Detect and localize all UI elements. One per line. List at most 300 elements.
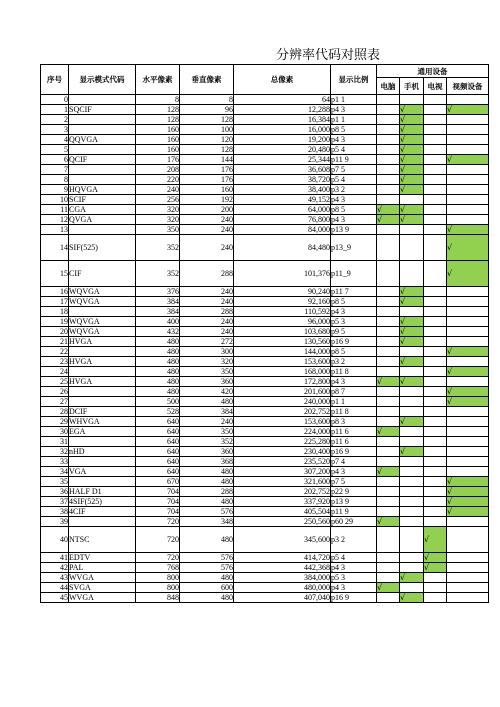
cell-mode bbox=[69, 457, 136, 467]
cell-mode bbox=[69, 165, 136, 175]
cell-tv-check bbox=[424, 507, 447, 517]
cell-index: 21 bbox=[41, 337, 69, 347]
cell-phone-check bbox=[400, 347, 424, 357]
cell-total: 92,160 bbox=[234, 297, 331, 307]
cell-phone-check bbox=[400, 563, 424, 573]
cell-pc-check bbox=[377, 225, 400, 235]
cell-horizontal: 160 bbox=[136, 125, 180, 135]
cell-index: 2 bbox=[41, 115, 69, 125]
cell-mode: 4SIF(525) bbox=[69, 497, 136, 507]
cell-horizontal: 704 bbox=[136, 497, 180, 507]
cell-phone-check bbox=[400, 457, 424, 467]
cell-pc-check bbox=[377, 261, 400, 287]
cell-video-check: √ bbox=[447, 225, 489, 235]
cell-phone-check bbox=[400, 487, 424, 497]
cell-phone-check bbox=[400, 467, 424, 477]
cell-mode bbox=[69, 225, 136, 235]
table-row bbox=[41, 417, 489, 427]
cell-mode: WQVGA bbox=[69, 327, 136, 337]
cell-pc-check bbox=[377, 165, 400, 175]
cell-mode: SQCIF bbox=[69, 105, 136, 115]
cell-phone-check: √ bbox=[400, 573, 424, 583]
cell-vertical: 272 bbox=[180, 337, 234, 347]
table-row bbox=[41, 307, 489, 317]
cell-video-check: √ bbox=[447, 497, 489, 507]
cell-mode: QCIF bbox=[69, 155, 136, 165]
cell-ratio: p8 3 bbox=[331, 417, 377, 427]
cell-ratio: p4 3 bbox=[331, 195, 377, 205]
cell-horizontal: 720 bbox=[136, 527, 180, 553]
cell-pc-check bbox=[377, 317, 400, 327]
cell-ratio: p3 2 bbox=[331, 527, 377, 553]
cell-total: 250,560 bbox=[234, 517, 331, 527]
cell-index: 5 bbox=[41, 145, 69, 155]
cell-horizontal: 480 bbox=[136, 387, 180, 397]
cell-horizontal: 480 bbox=[136, 377, 180, 387]
cell-vertical: 120 bbox=[180, 135, 234, 145]
cell-ratio: p3 2 bbox=[331, 357, 377, 367]
cell-tv-check bbox=[424, 155, 447, 165]
cell-horizontal: 176 bbox=[136, 155, 180, 165]
cell-tv-check bbox=[424, 105, 447, 115]
cell-pc-check bbox=[377, 347, 400, 357]
cell-vertical: 240 bbox=[180, 327, 234, 337]
cell-index: 10 bbox=[41, 195, 69, 205]
cell-index: 41 bbox=[41, 553, 69, 563]
cell-phone-check: √ bbox=[400, 417, 424, 427]
cell-vertical: 128 bbox=[180, 115, 234, 125]
cell-video-check: √ bbox=[447, 367, 489, 377]
cell-ratio: p8 5 bbox=[331, 347, 377, 357]
table-row bbox=[41, 327, 489, 337]
cell-mode: WQVGA bbox=[69, 317, 136, 327]
cell-phone-check bbox=[400, 553, 424, 563]
page-title-container bbox=[0, 44, 500, 64]
cell-ratio: p1 1 bbox=[331, 95, 377, 105]
cell-mode bbox=[69, 95, 136, 105]
cell-total: 19,200 bbox=[234, 135, 331, 145]
cell-mode: EGA bbox=[69, 427, 136, 437]
cell-ratio: p1 1 bbox=[331, 397, 377, 407]
cell-video-check bbox=[447, 115, 489, 125]
cell-total: 20,480 bbox=[234, 145, 331, 155]
cell-horizontal: 208 bbox=[136, 165, 180, 175]
cell-video-check bbox=[447, 125, 489, 135]
cell-ratio: p5 4 bbox=[331, 145, 377, 155]
cell-video-check bbox=[447, 357, 489, 367]
cell-pc-check bbox=[377, 195, 400, 205]
cell-vertical: 176 bbox=[180, 175, 234, 185]
cell-ratio: p8 5 bbox=[331, 297, 377, 307]
cell-pc-check bbox=[377, 573, 400, 583]
cell-ratio: p7 5 bbox=[331, 477, 377, 487]
cell-pc-check: √ bbox=[377, 583, 400, 593]
cell-total: 38,720 bbox=[234, 175, 331, 185]
cell-ratio: p7 5 bbox=[331, 165, 377, 175]
cell-horizontal: 128 bbox=[136, 105, 180, 115]
cell-phone-check: √ bbox=[400, 115, 424, 125]
table-row bbox=[41, 427, 489, 437]
cell-video-check: √ bbox=[447, 387, 489, 397]
cell-phone-check bbox=[400, 95, 424, 105]
table-row bbox=[41, 125, 489, 135]
table-row bbox=[41, 527, 489, 553]
cell-video-check bbox=[447, 427, 489, 437]
cell-horizontal: 350 bbox=[136, 225, 180, 235]
cell-phone-check bbox=[400, 507, 424, 517]
cell-index: 35 bbox=[41, 477, 69, 487]
cell-horizontal: 500 bbox=[136, 397, 180, 407]
cell-tv-check bbox=[424, 583, 447, 593]
cell-index: 12 bbox=[41, 215, 69, 225]
cell-vertical: 480 bbox=[180, 497, 234, 507]
cell-video-check bbox=[447, 135, 489, 145]
cell-phone-check bbox=[400, 225, 424, 235]
cell-index: 45 bbox=[41, 593, 69, 603]
cell-tv-check: √ bbox=[424, 527, 447, 553]
cell-tv-check bbox=[424, 261, 447, 287]
cell-total: 25,344 bbox=[234, 155, 331, 165]
cell-pc-check bbox=[377, 497, 400, 507]
cell-video-check bbox=[447, 377, 489, 387]
cell-index: 13 bbox=[41, 225, 69, 235]
cell-vertical: 350 bbox=[180, 367, 234, 377]
cell-pc-check bbox=[377, 185, 400, 195]
cell-index: 6 bbox=[41, 155, 69, 165]
cell-index: 4 bbox=[41, 135, 69, 145]
cell-tv-check bbox=[424, 497, 447, 507]
cell-horizontal: 160 bbox=[136, 135, 180, 145]
cell-horizontal: 432 bbox=[136, 327, 180, 337]
cell-vertical: 420 bbox=[180, 387, 234, 397]
cell-tv-check bbox=[424, 317, 447, 327]
cell-phone-check: √ bbox=[400, 155, 424, 165]
cell-pc-check bbox=[377, 297, 400, 307]
cell-horizontal: 376 bbox=[136, 287, 180, 297]
cell-pc-check bbox=[377, 235, 400, 261]
cell-tv-check bbox=[424, 487, 447, 497]
cell-pc-check bbox=[377, 337, 400, 347]
cell-ratio: p4 3 bbox=[331, 467, 377, 477]
cell-total: 130,560 bbox=[234, 337, 331, 347]
cell-ratio: p9 5 bbox=[331, 327, 377, 337]
cell-index: 9 bbox=[41, 185, 69, 195]
cell-ratio: p13_9 bbox=[331, 235, 377, 261]
cell-index: 32 bbox=[41, 447, 69, 457]
cell-mode: HQVGA bbox=[69, 185, 136, 195]
cell-horizontal: 670 bbox=[136, 477, 180, 487]
cell-ratio: p4 3 bbox=[331, 307, 377, 317]
table-row bbox=[41, 467, 489, 477]
cell-video-check bbox=[447, 165, 489, 175]
cell-total: 16,384 bbox=[234, 115, 331, 125]
cell-tv-check bbox=[424, 367, 447, 377]
table-row bbox=[41, 215, 489, 225]
table-row bbox=[41, 287, 489, 297]
cell-index: 14 bbox=[41, 235, 69, 261]
table-row bbox=[41, 195, 489, 205]
cell-video-check: √ bbox=[447, 507, 489, 517]
cell-video-check bbox=[447, 527, 489, 553]
cell-phone-check: √ bbox=[400, 377, 424, 387]
cell-phone-check bbox=[400, 387, 424, 397]
cell-vertical: 240 bbox=[180, 297, 234, 307]
cell-pc-check: √ bbox=[377, 427, 400, 437]
cell-vertical: 480 bbox=[180, 593, 234, 603]
cell-pc-check bbox=[377, 417, 400, 427]
cell-video-check: √ bbox=[447, 397, 489, 407]
table-row bbox=[41, 95, 489, 105]
table-row bbox=[41, 155, 489, 165]
cell-tv-check bbox=[424, 235, 447, 261]
cell-total: 230,400 bbox=[234, 447, 331, 457]
cell-phone-check: √ bbox=[400, 165, 424, 175]
cell-horizontal: 352 bbox=[136, 261, 180, 287]
cell-index: 15 bbox=[41, 261, 69, 287]
cell-mode bbox=[69, 397, 136, 407]
table-row bbox=[41, 477, 489, 487]
cell-horizontal: 528 bbox=[136, 407, 180, 417]
cell-phone-check: √ bbox=[400, 317, 424, 327]
header-usage-group: 通用设备 bbox=[377, 65, 489, 78]
table-row bbox=[41, 185, 489, 195]
cell-horizontal: 640 bbox=[136, 467, 180, 477]
cell-tv-check bbox=[424, 347, 447, 357]
cell-total: 76,800 bbox=[234, 215, 331, 225]
cell-phone-check: √ bbox=[400, 135, 424, 145]
cell-horizontal: 640 bbox=[136, 447, 180, 457]
cell-vertical: 160 bbox=[180, 185, 234, 195]
cell-ratio: p4 3 bbox=[331, 583, 377, 593]
cell-tv-check bbox=[424, 387, 447, 397]
cell-pc-check bbox=[377, 563, 400, 573]
cell-pc-check: √ bbox=[377, 517, 400, 527]
cell-mode bbox=[69, 175, 136, 185]
cell-phone-check bbox=[400, 437, 424, 447]
cell-ratio: p11 6 bbox=[331, 437, 377, 447]
cell-total: 84,000 bbox=[234, 225, 331, 235]
cell-vertical: 576 bbox=[180, 563, 234, 573]
cell-ratio: p13 9 bbox=[331, 225, 377, 235]
cell-index: 33 bbox=[41, 457, 69, 467]
cell-phone-check: √ bbox=[400, 287, 424, 297]
cell-video-check bbox=[447, 407, 489, 417]
cell-video-check bbox=[447, 185, 489, 195]
cell-horizontal: 220 bbox=[136, 175, 180, 185]
cell-pc-check bbox=[377, 327, 400, 337]
cell-phone-check bbox=[400, 427, 424, 437]
cell-index: 26 bbox=[41, 387, 69, 397]
cell-index: 28 bbox=[41, 407, 69, 417]
cell-vertical: 288 bbox=[180, 307, 234, 317]
cell-total: 103,680 bbox=[234, 327, 331, 337]
cell-total: 64,000 bbox=[234, 205, 331, 215]
cell-video-check bbox=[447, 563, 489, 573]
cell-tv-check bbox=[424, 327, 447, 337]
cell-horizontal: 640 bbox=[136, 427, 180, 437]
cell-index: 24 bbox=[41, 367, 69, 377]
table-row bbox=[41, 357, 489, 367]
header-phone: 手机 bbox=[400, 78, 424, 95]
cell-ratio: p3 2 bbox=[331, 185, 377, 195]
cell-tv-check bbox=[424, 337, 447, 347]
cell-video-check bbox=[447, 337, 489, 347]
cell-pc-check bbox=[377, 125, 400, 135]
cell-ratio: p5 3 bbox=[331, 573, 377, 583]
cell-horizontal: 640 bbox=[136, 437, 180, 447]
cell-tv-check bbox=[424, 225, 447, 235]
cell-video-check: √ bbox=[447, 347, 489, 357]
cell-ratio: p1 1 bbox=[331, 115, 377, 125]
cell-total: 321,600 bbox=[234, 477, 331, 487]
cell-tv-check bbox=[424, 517, 447, 527]
cell-pc-check bbox=[377, 155, 400, 165]
cell-tv-check bbox=[424, 437, 447, 447]
cell-mode: SVGA bbox=[69, 583, 136, 593]
cell-video-check bbox=[447, 327, 489, 337]
cell-vertical: 200 bbox=[180, 205, 234, 215]
cell-mode: VGA bbox=[69, 467, 136, 477]
cell-total: 144,000 bbox=[234, 347, 331, 357]
table-row bbox=[41, 175, 489, 185]
cell-pc-check bbox=[377, 437, 400, 447]
cell-tv-check bbox=[424, 357, 447, 367]
cell-index: 0 bbox=[41, 95, 69, 105]
cell-vertical: 576 bbox=[180, 507, 234, 517]
cell-mode: NTSC bbox=[69, 527, 136, 553]
cell-pc-check: √ bbox=[377, 215, 400, 225]
cell-phone-check: √ bbox=[400, 327, 424, 337]
table-row bbox=[41, 347, 489, 357]
cell-tv-check bbox=[424, 477, 447, 487]
cell-horizontal: 160 bbox=[136, 145, 180, 155]
cell-total: 345,600 bbox=[234, 527, 331, 553]
table-row bbox=[41, 487, 489, 497]
cell-index: 3 bbox=[41, 125, 69, 135]
cell-video-check: √ bbox=[447, 235, 489, 261]
cell-pc-check bbox=[377, 527, 400, 553]
header-tv: 电视 bbox=[424, 78, 447, 95]
cell-horizontal: 800 bbox=[136, 583, 180, 593]
cell-horizontal: 8 bbox=[136, 95, 180, 105]
table-row bbox=[41, 507, 489, 517]
cell-pc-check bbox=[377, 447, 400, 457]
header-video: 视频设备 bbox=[447, 78, 489, 95]
cell-index: 40 bbox=[41, 527, 69, 553]
cell-index: 39 bbox=[41, 517, 69, 527]
cell-pc-check bbox=[377, 95, 400, 105]
cell-mode bbox=[69, 387, 136, 397]
cell-ratio: p22 9 bbox=[331, 487, 377, 497]
cell-total: 307,200 bbox=[234, 467, 331, 477]
cell-tv-check bbox=[424, 407, 447, 417]
cell-ratio: p8 5 bbox=[331, 125, 377, 135]
cell-total: 12,288 bbox=[234, 105, 331, 115]
cell-video-check bbox=[447, 205, 489, 215]
table-row bbox=[41, 225, 489, 235]
cell-ratio: p11 9 bbox=[331, 155, 377, 165]
cell-tv-check bbox=[424, 593, 447, 603]
cell-index: 22 bbox=[41, 347, 69, 357]
table-body bbox=[41, 95, 489, 603]
cell-phone-check: √ bbox=[400, 447, 424, 457]
cell-vertical: 8 bbox=[180, 95, 234, 105]
cell-index: 7 bbox=[41, 165, 69, 175]
cell-tv-check: √ bbox=[424, 563, 447, 573]
cell-phone-check: √ bbox=[400, 145, 424, 155]
cell-horizontal: 256 bbox=[136, 195, 180, 205]
cell-ratio: p5 4 bbox=[331, 175, 377, 185]
cell-tv-check bbox=[424, 573, 447, 583]
cell-total: 96,000 bbox=[234, 317, 331, 327]
cell-pc-check: √ bbox=[377, 377, 400, 387]
table-row bbox=[41, 235, 489, 261]
cell-video-check bbox=[447, 287, 489, 297]
cell-ratio: p11_9 bbox=[331, 261, 377, 287]
cell-mode: SCIF bbox=[69, 195, 136, 205]
table-row bbox=[41, 145, 489, 155]
cell-total: 153,600 bbox=[234, 357, 331, 367]
cell-phone-check: √ bbox=[400, 593, 424, 603]
cell-vertical: 384 bbox=[180, 407, 234, 417]
cell-vertical: 480 bbox=[180, 477, 234, 487]
cell-total: 172,800 bbox=[234, 377, 331, 387]
cell-pc-check bbox=[377, 115, 400, 125]
cell-ratio: p13 9 bbox=[331, 497, 377, 507]
cell-vertical: 240 bbox=[180, 287, 234, 297]
table-row bbox=[41, 105, 489, 115]
cell-index: 17 bbox=[41, 297, 69, 307]
cell-index: 36 bbox=[41, 487, 69, 497]
cell-tv-check bbox=[424, 377, 447, 387]
cell-mode bbox=[69, 347, 136, 357]
cell-mode: EDTV bbox=[69, 553, 136, 563]
cell-vertical: 240 bbox=[180, 215, 234, 225]
cell-pc-check bbox=[377, 105, 400, 115]
table-row bbox=[41, 497, 489, 507]
cell-phone-check bbox=[400, 235, 424, 261]
cell-ratio: p4 3 bbox=[331, 563, 377, 573]
cell-mode bbox=[69, 437, 136, 447]
cell-total: 224,000 bbox=[234, 427, 331, 437]
cell-tv-check bbox=[424, 297, 447, 307]
table-row bbox=[41, 165, 489, 175]
header-pc: 电脑 bbox=[377, 78, 400, 95]
cell-mode: WHVGA bbox=[69, 417, 136, 427]
cell-video-check: √ bbox=[447, 155, 489, 165]
cell-phone-check: √ bbox=[400, 185, 424, 195]
table-row bbox=[41, 583, 489, 593]
cell-mode: WVGA bbox=[69, 573, 136, 583]
header-horizontal: 水平像素 bbox=[136, 65, 180, 95]
cell-tv-check bbox=[424, 427, 447, 437]
cell-tv-check bbox=[424, 215, 447, 225]
cell-tv-check bbox=[424, 175, 447, 185]
cell-index: 43 bbox=[41, 573, 69, 583]
cell-total: 110,592 bbox=[234, 307, 331, 317]
cell-horizontal: 480 bbox=[136, 347, 180, 357]
cell-index: 29 bbox=[41, 417, 69, 427]
cell-pc-check bbox=[377, 175, 400, 185]
cell-horizontal: 240 bbox=[136, 185, 180, 195]
cell-total: 38,400 bbox=[234, 185, 331, 195]
cell-tv-check bbox=[424, 287, 447, 297]
cell-vertical: 600 bbox=[180, 583, 234, 593]
cell-vertical: 288 bbox=[180, 487, 234, 497]
cell-horizontal: 320 bbox=[136, 205, 180, 215]
cell-total: 235,520 bbox=[234, 457, 331, 467]
cell-tv-check bbox=[424, 205, 447, 215]
